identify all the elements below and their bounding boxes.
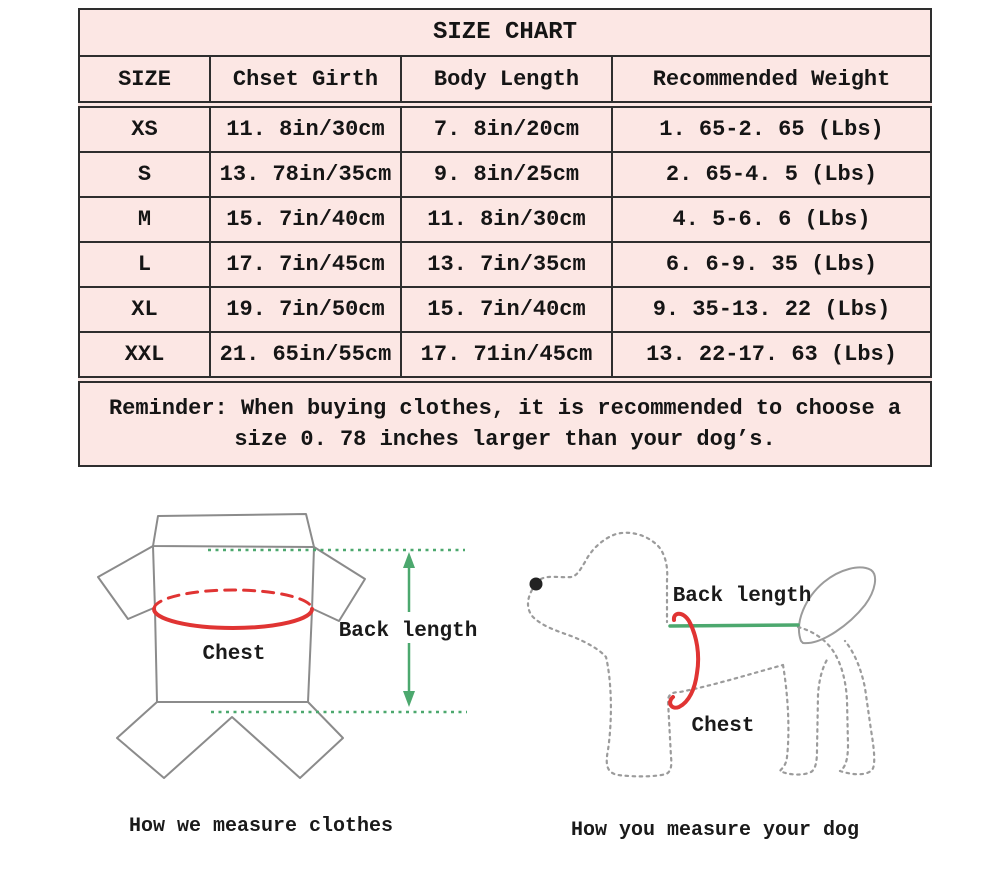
- weight-cell: 2. 65-4. 5 (Lbs): [612, 152, 931, 197]
- column-header-chest-girth: Chset Girth: [210, 56, 401, 105]
- weight-cell: 13. 22-17. 63 (Lbs): [612, 332, 931, 380]
- table-row-l: [79, 242, 931, 287]
- column-header-body-length: Body Length: [401, 56, 612, 105]
- size-cell: S: [79, 152, 210, 197]
- measuring-diagrams: [0, 480, 1000, 876]
- chest-girth-cell: 11. 8in/30cm: [210, 105, 401, 153]
- body-length-cell: 15. 7in/40cm: [401, 287, 612, 332]
- dog-near-hind-leg-outline: [780, 658, 828, 775]
- size-cell: XS: [79, 105, 210, 153]
- clothes-body-right-seam: [308, 547, 314, 702]
- table-header-row: [79, 56, 931, 105]
- reminder-cell: [79, 380, 931, 467]
- body-length-cell: 11. 8in/30cm: [401, 197, 612, 242]
- clothes-back-length-label: Back length: [338, 620, 478, 643]
- table-row-s: [79, 152, 931, 197]
- dog-diagram-caption: How you measure your dog: [570, 819, 860, 842]
- arrowhead-down-icon: [403, 691, 415, 707]
- clothes-collar: [153, 514, 314, 547]
- table-row-xs: [79, 105, 931, 153]
- body-length-cell: 17. 71in/45cm: [401, 332, 612, 380]
- chest-ellipse-solid-bottom: [154, 609, 312, 628]
- clothes-left-sleeve: [98, 546, 156, 619]
- chest-girth-cell: 19. 7in/50cm: [210, 287, 401, 332]
- size-cell: XL: [79, 287, 210, 332]
- arrowhead-up-icon: [403, 552, 415, 568]
- clothes-chest-circumference: [154, 590, 312, 628]
- table-row-m: [79, 197, 931, 242]
- clothes-body-left-seam: [153, 546, 157, 702]
- dog-chest-label: Chest: [691, 715, 755, 738]
- chest-ellipse-dashed-top: [154, 590, 312, 609]
- weight-cell: 1. 65-2. 65 (Lbs): [612, 105, 931, 153]
- size-cell: M: [79, 197, 210, 242]
- size-cell: XXL: [79, 332, 210, 380]
- dog-head-outline: [541, 533, 667, 622]
- dog-nose: [530, 578, 543, 591]
- body-length-cell: 7. 8in/20cm: [401, 105, 612, 153]
- chest-girth-cell: 21. 65in/55cm: [210, 332, 401, 380]
- reminder-row: [79, 380, 931, 467]
- table-row-xl: [79, 287, 931, 332]
- clothes-diagram-caption: How we measure clothes: [128, 815, 394, 838]
- dog-measure-diagram: [528, 533, 875, 777]
- clothes-chest-label: Chest: [202, 643, 266, 666]
- column-header-recommended-weight: Recommended Weight: [612, 56, 931, 105]
- column-header-size: SIZE: [79, 56, 210, 105]
- size-chart-table: [78, 8, 932, 467]
- weight-cell: 4. 5-6. 6 (Lbs): [612, 197, 931, 242]
- body-length-cell: 9. 8in/25cm: [401, 152, 612, 197]
- reminder-line-2: size 0. 78 inches larger than your dog’s.: [234, 427, 776, 452]
- dog-rump-far-leg-outline: [798, 627, 874, 774]
- weight-cell: 6. 6-9. 35 (Lbs): [612, 242, 931, 287]
- table-title-row: [79, 9, 931, 56]
- clothes-right-sleeve: [311, 547, 365, 621]
- size-cell: L: [79, 242, 210, 287]
- weight-cell: 9. 35-13. 22 (Lbs): [612, 287, 931, 332]
- clothes-bottom-flaps: [117, 702, 343, 778]
- chest-girth-cell: 17. 7in/45cm: [210, 242, 401, 287]
- body-length-cell: 13. 7in/35cm: [401, 242, 612, 287]
- dog-front-outline: [528, 590, 783, 776]
- table-title: SIZE CHART: [79, 9, 931, 56]
- table-row-xxl: [79, 332, 931, 380]
- chest-girth-cell: 13. 78in/35cm: [210, 152, 401, 197]
- chest-girth-cell: 15. 7in/40cm: [210, 197, 401, 242]
- dog-back-length-label: Back length: [672, 585, 812, 608]
- reminder-line-1: Reminder: When buying clothes, it is recommended to choose a: [108, 396, 902, 421]
